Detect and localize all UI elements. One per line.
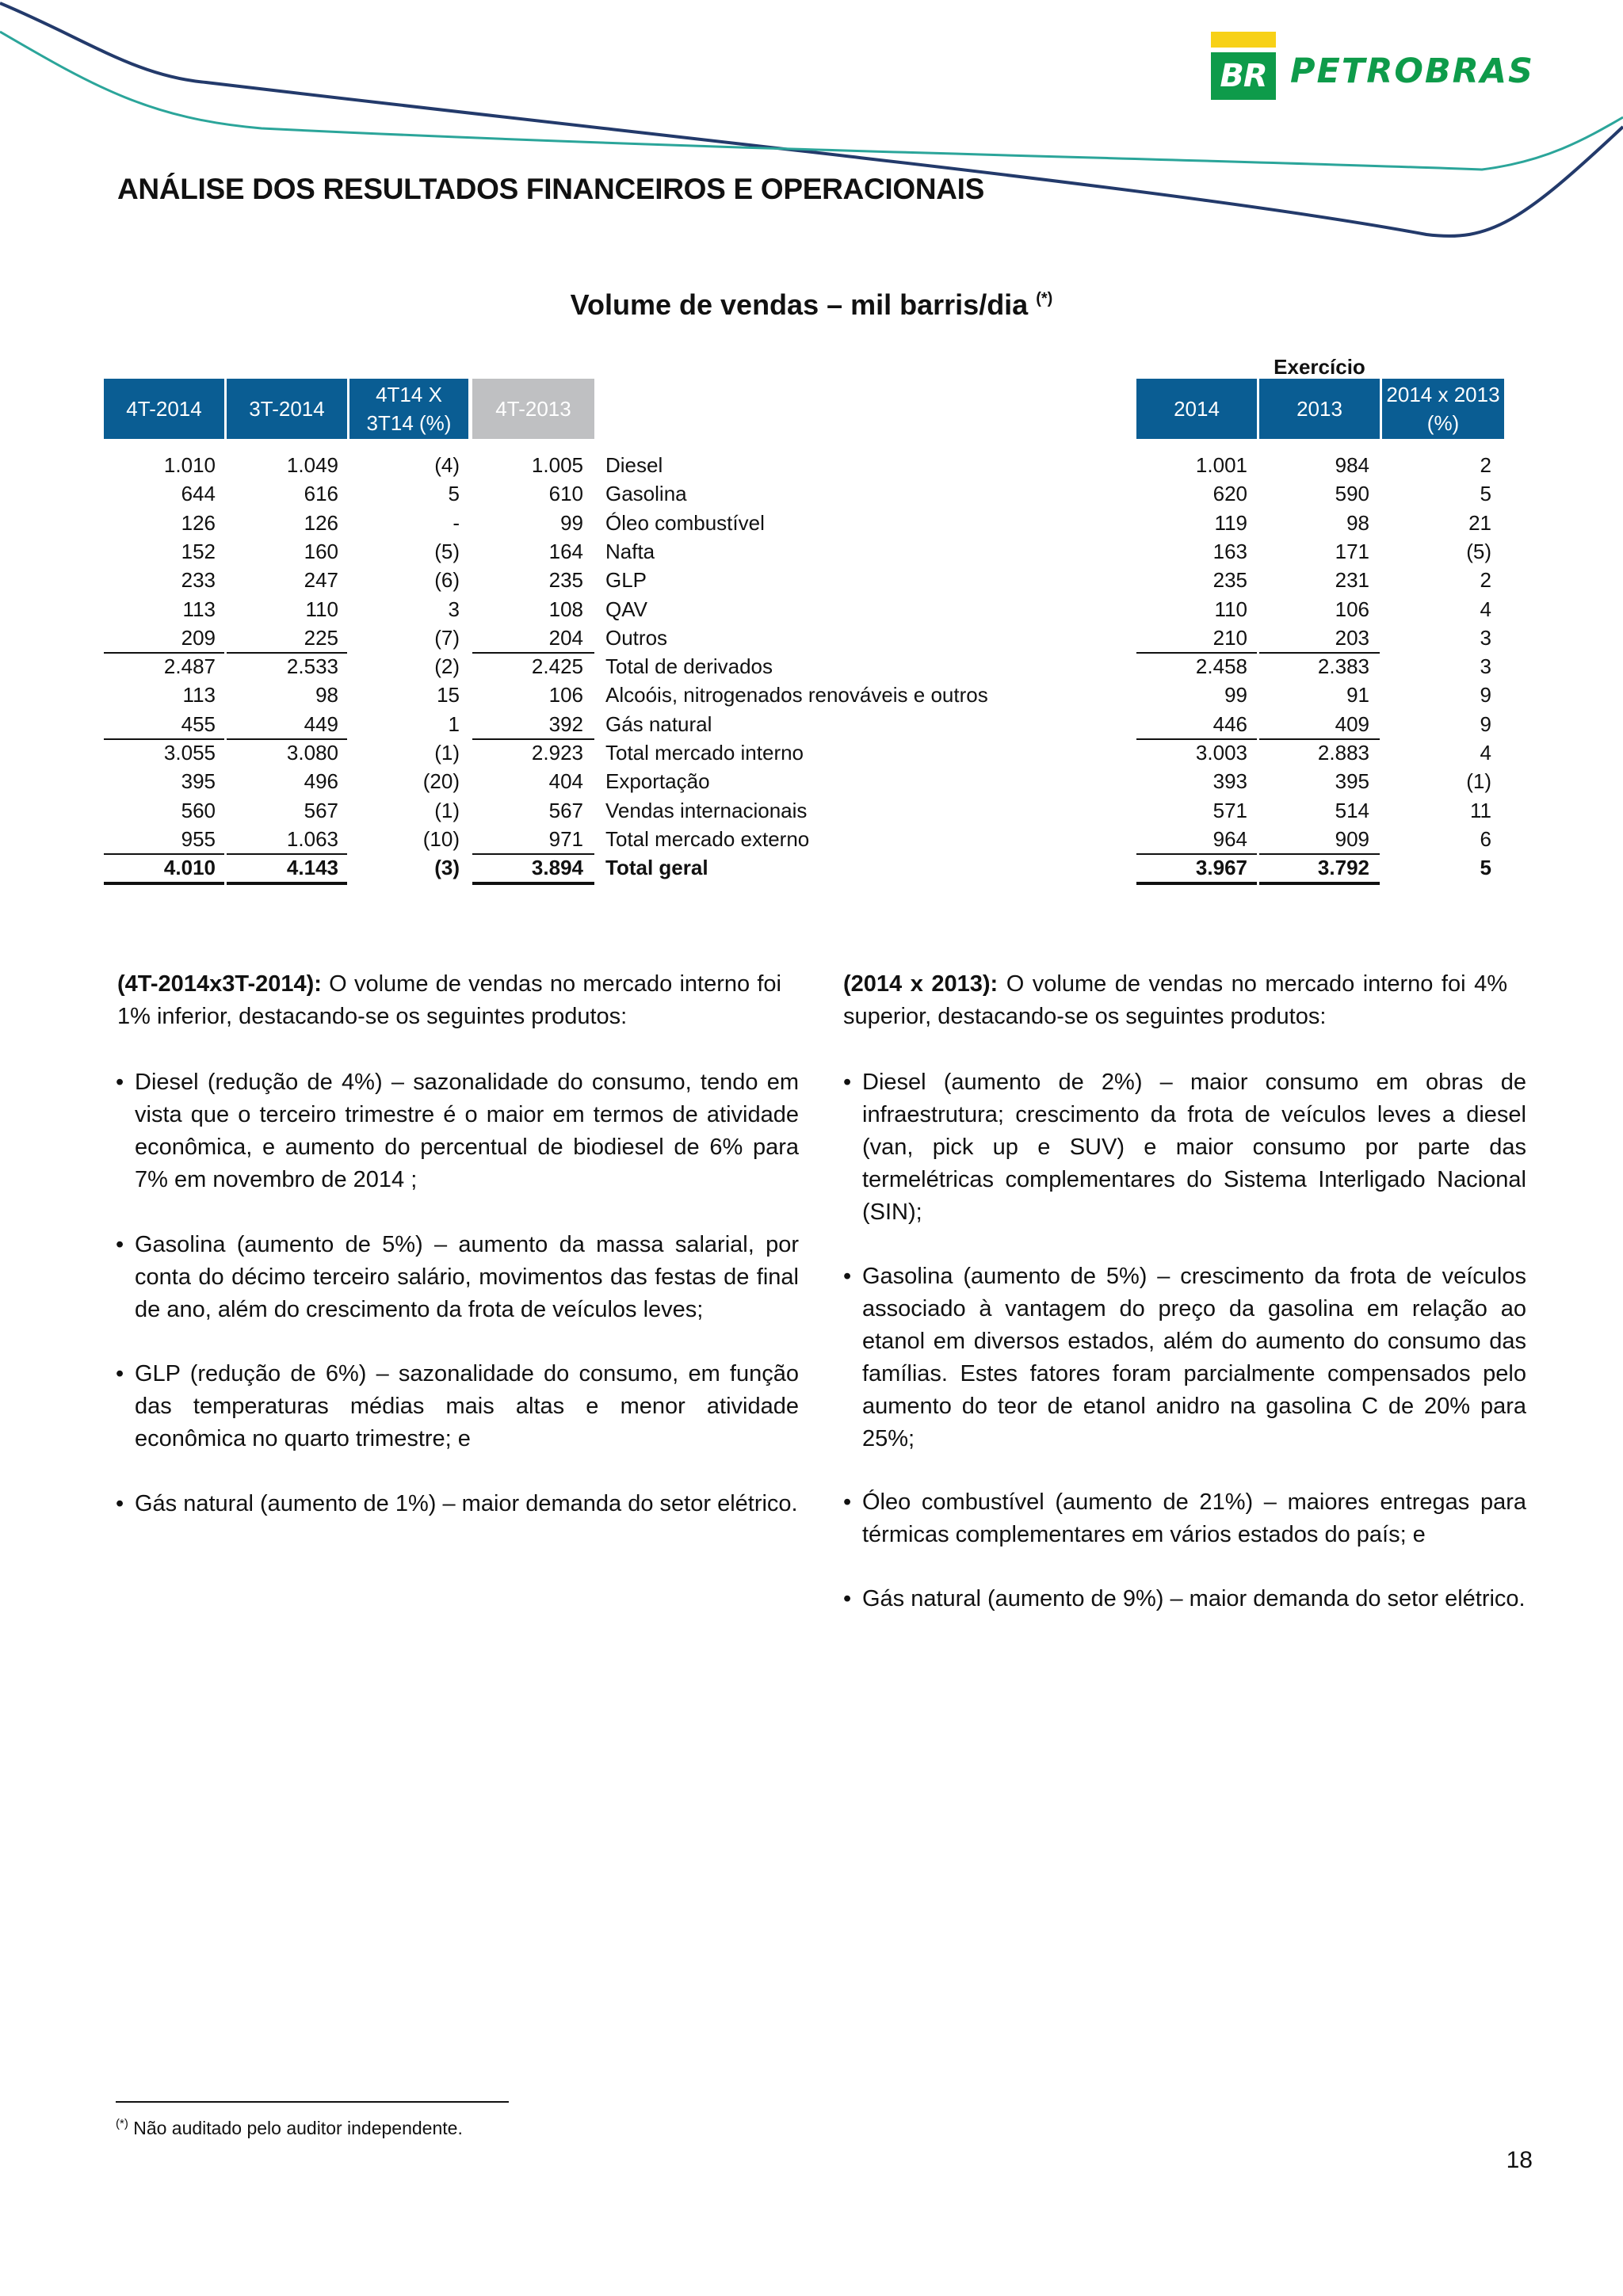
table-cell: 392 xyxy=(548,711,583,736)
table-cell: (20) xyxy=(422,769,460,794)
table-cell: 3.967 xyxy=(1195,856,1247,880)
table-cell: 3.003 xyxy=(1195,741,1247,765)
table-cell: 225 xyxy=(304,625,338,650)
table-rule xyxy=(1136,882,1257,885)
br-mark-text: BR xyxy=(1211,52,1276,100)
table-cell: 1.010 xyxy=(163,453,216,477)
table-rule xyxy=(227,882,347,885)
table-cell: 163 xyxy=(1212,539,1247,563)
br-logo-mark xyxy=(1211,32,1276,100)
table-cell: 3 xyxy=(1480,625,1491,650)
page-title: ANÁLISE DOS RESULTADOS FINANCEIROS E OPERACIONAIS xyxy=(117,173,985,205)
bullet-item: Óleo combustível (aumento de 21%) – maiores entregas para térmicas complementares em vários estados do país; e xyxy=(862,1489,1526,1547)
table-row-label: Alcoóis, nitrogenados renováveis e outros xyxy=(605,683,988,707)
bullet-item: Gás natural (aumento de 1%) – maior demanda do setor elétrico. xyxy=(135,1491,798,1516)
table-cell: 209 xyxy=(181,625,216,650)
bullet-marker: • xyxy=(116,1361,124,1386)
table-row-label: Gasolina xyxy=(605,482,687,506)
table-rule xyxy=(472,882,594,885)
bullet-marker: • xyxy=(116,1070,124,1095)
table-cell: 247 xyxy=(304,568,338,593)
table-cell: 231 xyxy=(1335,568,1369,593)
table-cell: 984 xyxy=(1335,453,1369,477)
table-cell: 171 xyxy=(1335,539,1369,563)
table-row-label: GLP xyxy=(605,568,647,593)
table-cell: 610 xyxy=(548,482,583,506)
right-intro-text: O volume de vendas no mercado interno foi 4% superior, destacando-se os seguintes produtos: xyxy=(843,971,1507,1029)
table-cell: 3.792 xyxy=(1317,856,1369,880)
table-cell: 567 xyxy=(304,798,338,822)
column-header-text: 4T14 X 3T14 (%) xyxy=(366,383,452,435)
column-header xyxy=(1259,379,1380,439)
table-cell: 11 xyxy=(1470,798,1491,822)
table-cell: 2.425 xyxy=(531,654,583,679)
column-header xyxy=(1382,379,1504,439)
table-row-label: Óleo combustível xyxy=(605,510,765,535)
table-cell: 449 xyxy=(304,711,338,736)
column-header xyxy=(104,379,224,439)
table-cell: 955 xyxy=(181,826,216,851)
table-cell: 3 xyxy=(448,597,460,621)
table-row-label: Nafta xyxy=(605,539,655,563)
column-header-text: 2014 x 2013 (%) xyxy=(1386,383,1500,435)
table-cell: 2.383 xyxy=(1317,654,1369,679)
table-cell: (1) xyxy=(1466,769,1491,794)
left-intro-lead: (4T-2014x3T-2014): xyxy=(117,971,322,997)
column-header xyxy=(472,379,594,439)
bullet-item: GLP (redução de 6%) – sazonalidade do consumo, em função das temperaturas médias mais altas e menor atividade econômica no quarto trimestre; e xyxy=(135,1361,799,1451)
bullet-item: Gasolina (aumento de 5%) – aumento da massa salarial, por conta do décimo terceiro salário, movimentos das festas de final de ano, além do crescimento da frota de veículos leves; xyxy=(135,1232,799,1322)
table-cell: 1.063 xyxy=(286,826,338,851)
table-cell: (5) xyxy=(1466,539,1491,563)
table-row-label: Vendas internacionais xyxy=(605,798,808,822)
table-cell: 4.010 xyxy=(163,856,216,880)
table-cell: 152 xyxy=(181,539,216,563)
table-cell: 455 xyxy=(181,711,216,736)
column-header-text: 2013 xyxy=(1296,397,1342,421)
bullet-marker: • xyxy=(843,1586,852,1611)
table-cell: 409 xyxy=(1335,711,1369,736)
bullet-marker: • xyxy=(843,1489,852,1515)
table-cell: 106 xyxy=(548,683,583,707)
table-row-label: Total geral xyxy=(605,856,708,880)
table-cell: (10) xyxy=(422,826,460,851)
bullet-marker: • xyxy=(843,1070,852,1095)
table-cell: 9 xyxy=(1480,711,1491,736)
table-cell: 108 xyxy=(548,597,583,621)
column-header xyxy=(227,379,347,439)
table-row-label: Outros xyxy=(605,625,668,650)
left-intro-text: O volume de vendas no mercado interno foi 1% inferior, destacando-se os seguintes produtos: xyxy=(117,971,781,1029)
table-cell: 644 xyxy=(181,482,216,506)
table-cell: 3 xyxy=(1480,654,1491,679)
table-cell: 119 xyxy=(1214,510,1247,535)
table-cell: 210 xyxy=(1212,625,1247,650)
table-cell: 1.005 xyxy=(531,453,583,477)
table-cell: (1) xyxy=(434,741,460,765)
table-cell: 571 xyxy=(1212,798,1247,822)
right-intro xyxy=(843,968,1507,1033)
column-header-text: 4T-2014 xyxy=(126,397,202,421)
table-row-label: Total mercado interno xyxy=(605,741,804,765)
table-cell: 98 xyxy=(315,683,338,707)
table-cell: 99 xyxy=(1224,683,1247,707)
table-rule xyxy=(104,882,224,885)
table-cell: 2.923 xyxy=(531,741,583,765)
table-cell: 5 xyxy=(1480,856,1491,880)
table-cell: 2.883 xyxy=(1317,741,1369,765)
table-row-label: Total de derivados xyxy=(605,654,773,679)
table-cell: 113 xyxy=(182,683,216,707)
table-cell: 15 xyxy=(437,683,460,707)
table-row-label: QAV xyxy=(605,597,647,621)
table-cell: 110 xyxy=(1214,597,1247,621)
table-cell: 590 xyxy=(1335,482,1369,506)
table-cell: 110 xyxy=(305,597,338,621)
table-cell: 4.143 xyxy=(286,856,338,880)
table-cell: 2 xyxy=(1480,568,1491,593)
column-header-text: 4T-2013 xyxy=(495,397,571,421)
table-row-label: Exportação xyxy=(605,769,710,794)
right-intro-lead: (2014 x 2013): xyxy=(843,971,999,997)
table-cell: - xyxy=(453,510,460,535)
table-cell: 514 xyxy=(1335,798,1369,822)
table-cell: 164 xyxy=(548,539,583,563)
table-cell: 2.458 xyxy=(1195,654,1247,679)
left-intro xyxy=(117,968,781,1033)
table-cell: 3.894 xyxy=(531,856,583,880)
table-cell: 2.533 xyxy=(286,654,338,679)
table-cell: 3.055 xyxy=(163,741,216,765)
table-cell: 126 xyxy=(181,510,216,535)
table-cell: 4 xyxy=(1480,741,1491,765)
table-cell: 3.080 xyxy=(286,741,338,765)
table-title-text: Volume de vendas – mil barris/dia xyxy=(570,288,1029,321)
footnote-separator xyxy=(116,2101,509,2103)
table-cell: 971 xyxy=(548,826,583,851)
table-cell: 395 xyxy=(1335,769,1369,794)
table-row-label: Diesel xyxy=(605,453,663,477)
petrobras-logo xyxy=(1211,32,1560,103)
table-cell: 909 xyxy=(1335,826,1369,851)
table-cell: 1 xyxy=(448,711,460,736)
bullet-item: Diesel (redução de 4%) – sazonalidade do consumo, tendo em vista que o terceiro trimestre é o maior em termos de atividade econômica, e aumento do percentual de biodiesel de 6% para 7% em novembro de 2014 ; xyxy=(135,1070,799,1192)
table-cell: 126 xyxy=(304,510,338,535)
table-cell: 2 xyxy=(1480,453,1491,477)
table-cell: 496 xyxy=(304,769,338,794)
table-row-label: Total mercado externo xyxy=(605,826,810,851)
column-header xyxy=(1136,379,1257,439)
column-header-text: 2014 xyxy=(1174,397,1220,421)
table-cell: 5 xyxy=(1480,482,1491,506)
table-cell: (1) xyxy=(434,798,460,822)
table-cell: 620 xyxy=(1212,482,1247,506)
bullet-item: Diesel (aumento de 2%) – maior consumo em obras de infraestrutura; crescimento da frota de veículos leves a diesel (van, pick up e SUV) e maior consumo por parte das termelétricas complementares do Sistema Interligado Nacional (SIN); xyxy=(862,1070,1526,1225)
footnote-marker: (*) xyxy=(116,2117,128,2130)
table-cell: 6 xyxy=(1480,826,1491,851)
bullet-marker: • xyxy=(116,1491,124,1516)
column-header-text: 3T-2014 xyxy=(249,397,325,421)
table-cell: 235 xyxy=(548,568,583,593)
table-cell: 404 xyxy=(548,769,583,794)
table-cell: 98 xyxy=(1346,510,1369,535)
table-cell: 616 xyxy=(304,482,338,506)
footnote xyxy=(116,2117,463,2139)
table-cell: 964 xyxy=(1212,826,1247,851)
table-cell: 4 xyxy=(1480,597,1491,621)
company-name: PETROBRAS xyxy=(1290,51,1535,91)
bullet-marker: • xyxy=(843,1264,852,1289)
table-cell: 560 xyxy=(181,798,216,822)
table-cell: 395 xyxy=(181,769,216,794)
table-cell: 2.487 xyxy=(163,654,216,679)
table-cell: 203 xyxy=(1335,625,1369,650)
table-cell: 235 xyxy=(1212,568,1247,593)
bullet-item: Gasolina (aumento de 5%) – crescimento da frota de veículos associado à vantagem do preço da gasolina em relação ao etanol em diversos estados, além do aumento do consumo das famílias. Estes fatores foram parcialmente compensados pelo aumento do teor de etanol anidro na gasolina C de 20% para 25%; xyxy=(862,1264,1526,1451)
table-cell: 204 xyxy=(548,625,583,650)
table-cell: 1.001 xyxy=(1195,453,1247,477)
table-cell: 91 xyxy=(1346,683,1369,707)
table-cell: 21 xyxy=(1468,510,1491,535)
exercise-label: Exercício xyxy=(1274,355,1365,379)
table-cell: (4) xyxy=(434,453,460,477)
table-row-label: Gás natural xyxy=(605,711,712,736)
table-cell: 160 xyxy=(304,539,338,563)
table-cell: (7) xyxy=(434,625,460,650)
page-number: 18 xyxy=(1506,2147,1533,2173)
footnote-text: Não auditado pelo auditor independente. xyxy=(128,2118,463,2138)
table-rule xyxy=(1259,882,1380,885)
table-cell: (5) xyxy=(434,539,460,563)
table-cell: (3) xyxy=(434,856,460,880)
table-cell: 113 xyxy=(182,597,216,621)
bullet-item: Gás natural (aumento de 9%) – maior demanda do setor elétrico. xyxy=(862,1586,1526,1611)
table-cell: 567 xyxy=(548,798,583,822)
table-title xyxy=(0,288,1623,322)
table-cell: 1.049 xyxy=(286,453,338,477)
table-cell: 106 xyxy=(1335,597,1369,621)
table-cell: 233 xyxy=(181,568,216,593)
table-cell: (2) xyxy=(434,654,460,679)
table-title-note: (*) xyxy=(1036,290,1053,307)
table-cell: 393 xyxy=(1212,769,1247,794)
table-cell: 99 xyxy=(560,510,583,535)
table-cell: 446 xyxy=(1212,711,1247,736)
table-cell: 9 xyxy=(1480,683,1491,707)
table-cell: 5 xyxy=(448,482,460,506)
table-cell: (6) xyxy=(434,568,460,593)
bullet-marker: • xyxy=(116,1232,124,1257)
column-header xyxy=(349,379,468,439)
